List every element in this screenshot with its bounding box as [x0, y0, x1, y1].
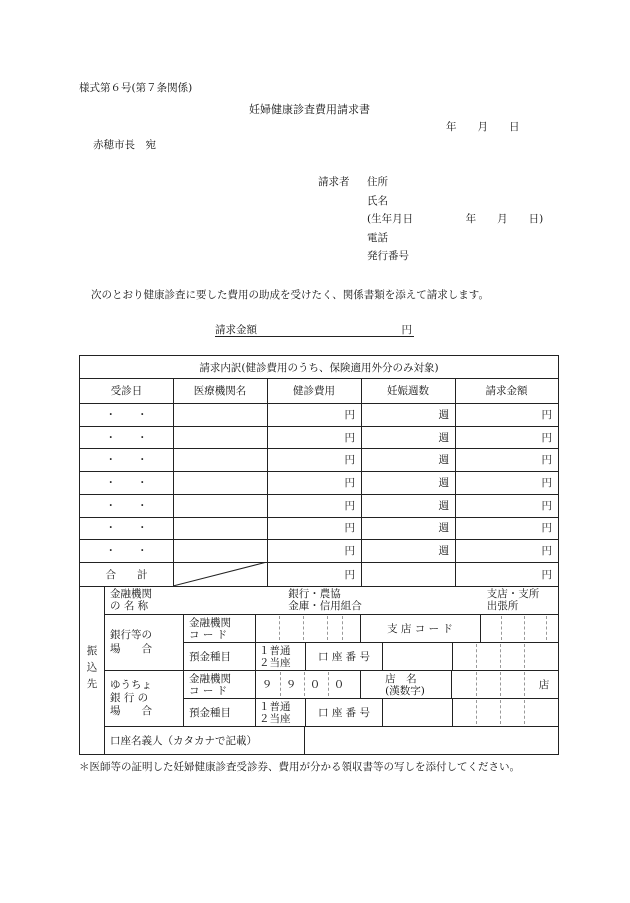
date-line: 年 月 日 — [446, 121, 520, 133]
total-diagonal — [173, 562, 267, 586]
row-week-unit: 週 — [438, 454, 449, 467]
dotted-divider — [476, 672, 477, 696]
row-claim-unit: 円 — [541, 431, 552, 444]
row-exam-cost-unit: 円 — [344, 522, 355, 535]
claim-amount-unit: 円 — [401, 324, 412, 336]
row-date: ・ ・ — [105, 499, 148, 512]
table-rule — [173, 378, 174, 586]
issue-number-label: 発行番号 — [367, 250, 409, 262]
transfer-side-text: 振込先 — [85, 645, 98, 695]
store-name-label: 店 名 (漢数字) — [385, 672, 425, 697]
claim-amount-label: 請求金額 — [215, 324, 257, 336]
header-pregnancy-week: 妊娠週数 — [387, 385, 429, 397]
footnote: ＊医師等の証明した妊婦健康診査受診券、費用が分かる領収書等の写しを添付してください。 — [79, 761, 520, 773]
total-claim-unit: 円 — [541, 568, 552, 581]
dotted-divider — [501, 616, 502, 640]
dotted-divider — [500, 644, 501, 668]
name-label: 氏名 — [367, 195, 388, 207]
yucho-institution-code-label: 金融機関 コ ー ド — [189, 672, 231, 697]
yucho-code-digit: ９ — [261, 679, 273, 691]
dotted-divider — [327, 616, 328, 640]
row-date: ・ ・ — [105, 545, 148, 558]
table-rule — [451, 670, 452, 698]
bank-account-type-label: 預金種目 — [189, 651, 231, 663]
dotted-divider — [279, 616, 280, 640]
yucho-code-digit: ０ — [333, 679, 345, 691]
row-exam-cost-unit: 円 — [344, 454, 355, 467]
transfer-side-label — [80, 586, 104, 754]
row-date: ・ ・ — [105, 408, 148, 421]
dotted-divider — [476, 700, 477, 724]
table-rule — [452, 698, 453, 726]
document-title: 妊婦健康診査費用請求書 — [249, 103, 370, 116]
total-exam-cost-unit: 円 — [344, 568, 355, 581]
table-caption: 請求内訳(健診費用のうち、保険適用外分のみ対象) — [199, 361, 439, 374]
store-suffix: 店 — [538, 679, 550, 691]
row-week-unit: 週 — [438, 408, 449, 421]
yucho-account-type-options: １普通 ２当座 — [259, 700, 291, 725]
branch-code-label: 支 店 コ ー ド — [387, 623, 453, 635]
requester-label: 請求者 — [318, 176, 350, 188]
birthdate-label: (生年月日 年 月 日) — [367, 213, 544, 225]
table-rule — [480, 614, 481, 642]
table-rule — [382, 698, 383, 726]
yucho-code-digit: ０ — [309, 679, 321, 691]
bank-institution-code-label: 金融機関 コ ー ド — [189, 616, 231, 641]
table-rule — [452, 642, 453, 670]
header-exam-cost: 健診費用 — [293, 385, 335, 397]
table-rule — [304, 726, 305, 754]
dotted-divider — [546, 616, 547, 640]
dotted-divider — [524, 616, 525, 640]
header-claim-amount: 請求金額 — [485, 385, 528, 397]
addressee: 赤穂市長 宛 — [93, 139, 156, 151]
row-exam-cost-unit: 円 — [344, 545, 355, 558]
dotted-divider — [303, 616, 304, 640]
row-week-unit: 週 — [438, 545, 449, 558]
row-exam-cost-unit: 円 — [344, 499, 355, 512]
dotted-divider — [476, 644, 477, 668]
row-claim-unit: 円 — [541, 454, 552, 467]
row-exam-cost-unit: 円 — [344, 476, 355, 489]
claim-table — [79, 355, 559, 755]
bank-types: 銀行・農協 金庫・信用組合 — [288, 588, 362, 612]
row-week-unit: 週 — [438, 522, 449, 535]
row-date: ・ ・ — [105, 522, 148, 535]
total-label: 合 計 — [105, 568, 148, 581]
dotted-divider — [524, 700, 525, 724]
bank-section-label: 銀行等の 場 合 — [110, 629, 152, 655]
dotted-divider — [524, 644, 525, 668]
yucho-section-label: ゆうちょ 銀 行 の 場 合 — [110, 678, 152, 717]
row-exam-cost-unit: 円 — [344, 431, 355, 444]
row-week-unit: 週 — [438, 431, 449, 444]
row-date: ・ ・ — [105, 431, 148, 444]
header-institution: 医療機関名 — [193, 385, 247, 397]
claim-amount-line — [215, 322, 414, 337]
dotted-divider — [500, 672, 501, 696]
row-claim-unit: 円 — [541, 408, 552, 421]
row-week-unit: 週 — [438, 499, 449, 512]
dotted-divider — [524, 672, 525, 696]
form-number: 様式第６号(第７条関係) — [79, 82, 193, 94]
bank-account-number-label: 口 座 番 号 — [317, 651, 370, 663]
request-statement: 次のとおり健康診査に要した費用の助成を受けたく、関係書類を添えて請求します。 — [91, 289, 489, 301]
row-date: ・ ・ — [105, 476, 148, 489]
dotted-divider — [342, 616, 343, 640]
bank-account-type-options: １普通 ２当座 — [259, 644, 291, 669]
address-label: 住所 — [367, 176, 388, 188]
table-rule — [382, 642, 383, 670]
row-claim-unit: 円 — [541, 522, 552, 535]
header-visit-date: 受診日 — [110, 385, 143, 397]
yucho-account-number-label: 口 座 番 号 — [317, 707, 370, 719]
row-claim-unit: 円 — [541, 476, 552, 489]
dotted-divider — [500, 700, 501, 724]
row-claim-unit: 円 — [541, 545, 552, 558]
row-week-unit: 週 — [438, 476, 449, 489]
yucho-account-type-label: 預金種目 — [189, 707, 231, 719]
row-date: ・ ・ — [105, 454, 148, 467]
phone-label: 電話 — [367, 232, 388, 244]
row-exam-cost-unit: 円 — [344, 408, 355, 421]
yucho-code-digit: ９ — [285, 679, 297, 691]
account-holder-label: 口座名義人（カタカナで記載） — [110, 735, 257, 747]
row-claim-unit: 円 — [541, 499, 552, 512]
institution-name-label: 金融機関 の 名 称 — [110, 588, 152, 612]
branch-types: 支店・支所 出張所 — [486, 588, 540, 612]
